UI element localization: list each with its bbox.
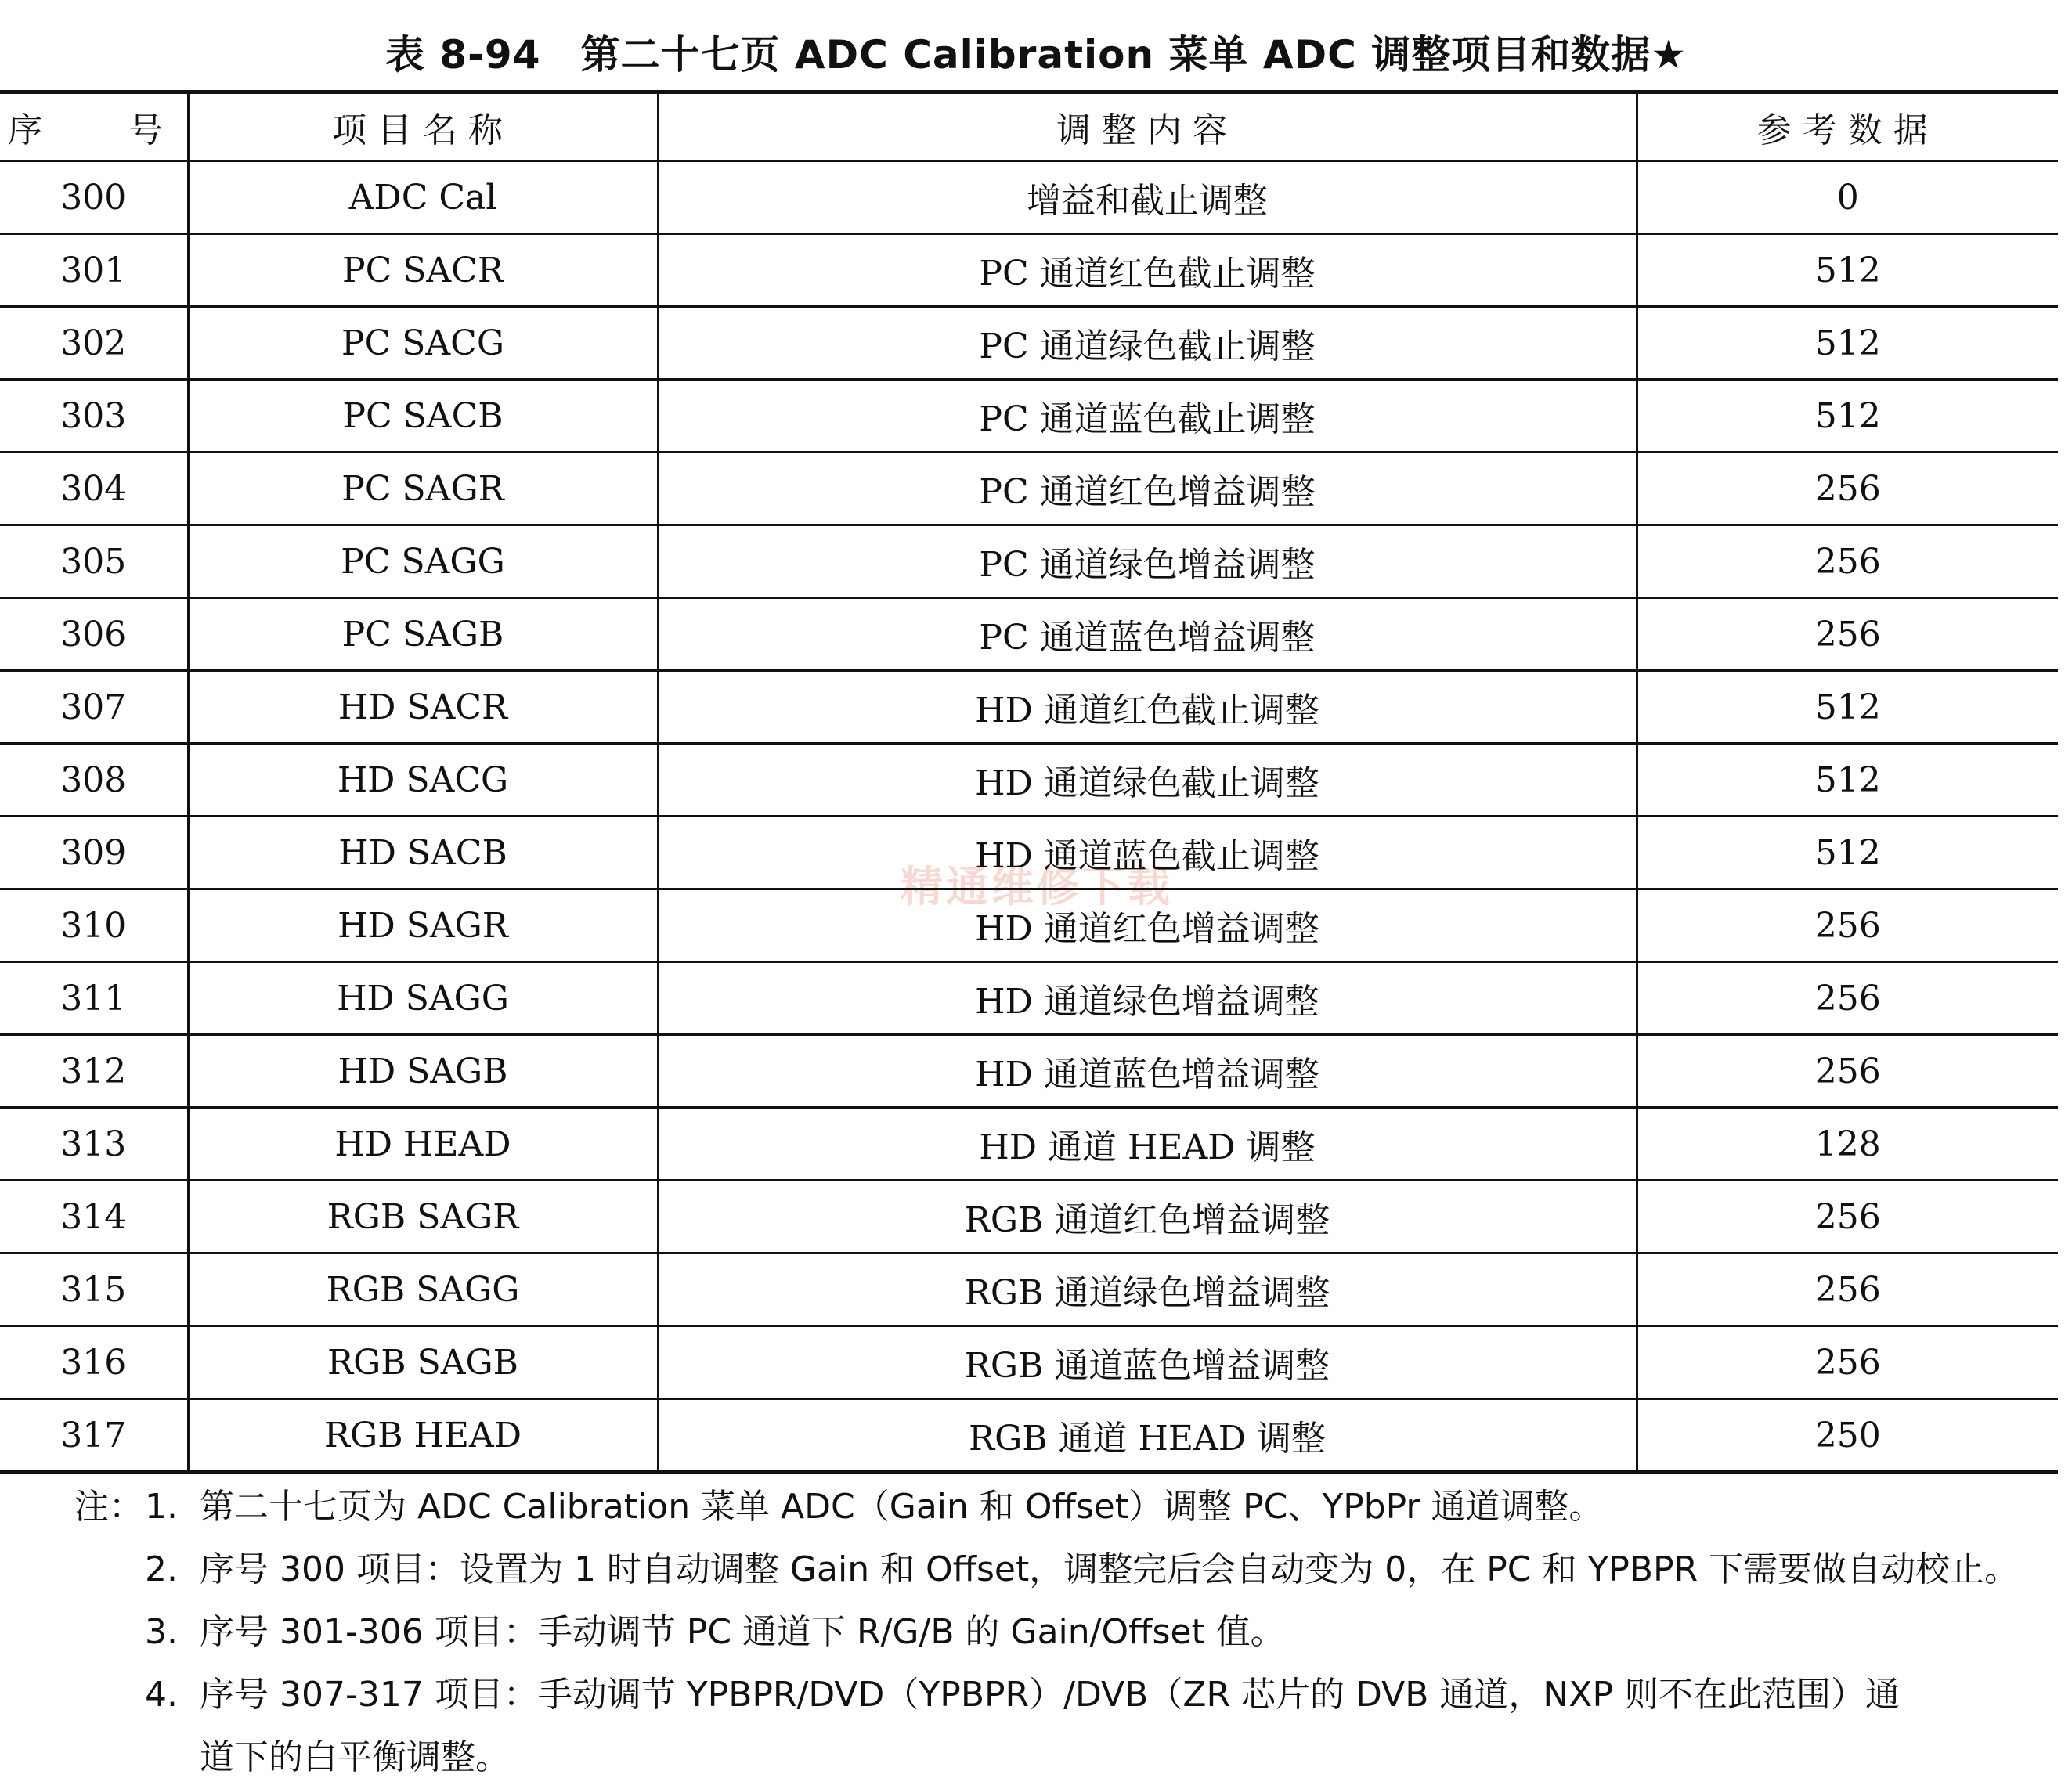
cell-content: RGB 通道绿色增益调整	[658, 1253, 1637, 1326]
cell-ref: 256	[1637, 525, 2058, 598]
cell-name: PC SACG	[188, 307, 658, 380]
cell-name: PC SAGR	[188, 453, 658, 525]
note-item-3	[0, 1601, 2072, 1664]
table-row	[0, 453, 2058, 525]
cell-seq: 302	[0, 307, 188, 380]
note-text: 序号 300 项目：设置为 1 时自动调整 Gain 和 Offset，调整完后会自动变为 0，在 PC 和 YPBPR 下需要做自动校止。	[200, 1549, 2020, 1589]
cell-seq: 311	[0, 962, 188, 1035]
cell-content: PC 通道蓝色截止调整	[658, 380, 1637, 453]
cell-content: PC 通道绿色截止调整	[658, 307, 1637, 380]
cell-name: HD HEAD	[188, 1108, 658, 1181]
cell-content: HD 通道绿色增益调整	[658, 962, 1637, 1035]
cell-content: HD 通道蓝色截止调整	[658, 817, 1637, 889]
cell-name: RGB SAGB	[188, 1326, 658, 1399]
note-number: 1.	[145, 1487, 178, 1527]
table-row	[0, 525, 2058, 598]
table-row	[0, 889, 2058, 962]
table-header-row	[0, 92, 2058, 161]
note-number: 3.	[145, 1612, 178, 1652]
cell-seq: 312	[0, 1035, 188, 1108]
cell-content: RGB 通道蓝色增益调整	[658, 1326, 1637, 1399]
cell-name: RGB HEAD	[188, 1399, 658, 1473]
cell-seq: 316	[0, 1326, 188, 1399]
cell-content: RGB 通道红色增益调整	[658, 1181, 1637, 1253]
cell-name: HD SAGR	[188, 889, 658, 962]
cell-name: HD SACB	[188, 817, 658, 889]
cell-ref: 0	[1637, 161, 2058, 234]
cell-seq: 314	[0, 1181, 188, 1253]
cell-name: PC SACB	[188, 380, 658, 453]
cell-ref: 512	[1637, 380, 2058, 453]
cell-seq: 303	[0, 380, 188, 453]
table-row	[0, 1181, 2058, 1253]
header-name: 项目名称	[188, 92, 658, 161]
table-row	[0, 817, 2058, 889]
cell-ref: 256	[1637, 1035, 2058, 1108]
notes-prefix: 注：	[74, 1487, 143, 1527]
cell-seq: 313	[0, 1108, 188, 1181]
cell-content: PC 通道红色增益调整	[658, 453, 1637, 525]
cell-name: PC SACR	[188, 234, 658, 307]
header-ref: 参考数据	[1637, 92, 2058, 161]
adc-calibration-table	[0, 90, 2058, 1474]
note-item-1	[0, 1476, 2072, 1538]
cell-name: PC SAGB	[188, 598, 658, 671]
note-number: 2.	[145, 1549, 178, 1589]
cell-ref: 250	[1637, 1399, 2058, 1473]
table-row	[0, 744, 2058, 817]
cell-ref: 256	[1637, 453, 2058, 525]
cell-name: RGB SAGG	[188, 1253, 658, 1326]
cell-ref: 256	[1637, 1181, 2058, 1253]
cell-name: ADC Cal	[188, 161, 658, 234]
cell-name: PC SAGG	[188, 525, 658, 598]
cell-ref: 256	[1637, 1326, 2058, 1399]
note-text: 序号 307-317 项目：手动调节 YPBPR/DVD（YPBPR）/DVB（ZR 芯片的 DVB 通道，NXP 则不在此范围）通	[200, 1675, 1900, 1715]
cell-seq: 307	[0, 671, 188, 744]
cell-ref: 512	[1637, 234, 2058, 307]
cell-content: HD 通道红色截止调整	[658, 671, 1637, 744]
table-row	[0, 1035, 2058, 1108]
note-text: 第二十七页为 ADC Calibration 菜单 ADC（Gain 和 Offset）调整 PC、YPbPr 通道调整。	[200, 1487, 1604, 1527]
watermark: 精通维修下载	[901, 862, 1173, 911]
cell-name: HD SACG	[188, 744, 658, 817]
note-number: 4.	[145, 1675, 178, 1715]
cell-seq: 309	[0, 817, 188, 889]
cell-seq: 305	[0, 525, 188, 598]
cell-content: HD 通道 HEAD 调整	[658, 1108, 1637, 1181]
cell-ref: 256	[1637, 962, 2058, 1035]
cell-ref: 256	[1637, 889, 2058, 962]
cell-name: HD SACR	[188, 671, 658, 744]
cell-seq: 308	[0, 744, 188, 817]
note-text: 序号 301-306 项目：手动调节 PC 通道下 R/G/B 的 Gain/Offset 值。	[200, 1612, 1285, 1652]
cell-content: 增益和截止调整	[658, 161, 1637, 234]
table-row	[0, 1399, 2058, 1473]
table-row	[0, 234, 2058, 307]
cell-ref: 256	[1637, 598, 2058, 671]
cell-seq: 304	[0, 453, 188, 525]
cell-content: PC 通道红色截止调整	[658, 234, 1637, 307]
cell-seq: 300	[0, 161, 188, 234]
note-item-4-continuation: 道下的白平衡调整。	[200, 1737, 510, 1777]
cell-content: PC 通道绿色增益调整	[658, 525, 1637, 598]
cell-seq: 301	[0, 234, 188, 307]
table-row	[0, 1326, 2058, 1399]
cell-seq: 306	[0, 598, 188, 671]
table-row	[0, 161, 2058, 234]
table-title: 表 8-94 第二十七页 ADC Calibration 菜单 ADC 调整项目和数据★	[384, 32, 1688, 78]
table-row	[0, 1108, 2058, 1181]
cell-name: HD SAGB	[188, 1035, 658, 1108]
cell-seq: 310	[0, 889, 188, 962]
header-seq-a: 序	[8, 110, 42, 150]
cell-name: RGB SAGR	[188, 1181, 658, 1253]
table-row	[0, 962, 2058, 1035]
cell-ref: 256	[1637, 1253, 2058, 1326]
cell-ref: 512	[1637, 671, 2058, 744]
table-row	[0, 380, 2058, 453]
table-row	[0, 307, 2058, 380]
cell-content: HD 通道红色增益调整	[658, 889, 1637, 962]
table-row	[0, 671, 2058, 744]
cell-ref: 512	[1637, 307, 2058, 380]
cell-content: HD 通道绿色截止调整	[658, 744, 1637, 817]
cell-ref: 512	[1637, 817, 2058, 889]
table-row	[0, 1253, 2058, 1326]
cell-ref: 128	[1637, 1108, 2058, 1181]
cell-content: PC 通道蓝色增益调整	[658, 598, 1637, 671]
cell-seq: 315	[0, 1253, 188, 1326]
header-content: 调整内容	[658, 92, 1637, 161]
table-row	[0, 598, 2058, 671]
note-item-4	[0, 1664, 2072, 1726]
notes-section	[0, 1476, 2072, 1789]
cell-seq: 317	[0, 1399, 188, 1473]
header-seq	[0, 92, 188, 161]
note-item-2	[0, 1538, 2072, 1601]
table-body	[0, 161, 2058, 1473]
cell-content: HD 通道蓝色增益调整	[658, 1035, 1637, 1108]
cell-ref: 512	[1637, 744, 2058, 817]
data-table-container	[0, 90, 2058, 1474]
cell-name: HD SAGG	[188, 962, 658, 1035]
header-seq-b: 号	[128, 110, 163, 150]
cell-content: RGB 通道 HEAD 调整	[658, 1399, 1637, 1473]
